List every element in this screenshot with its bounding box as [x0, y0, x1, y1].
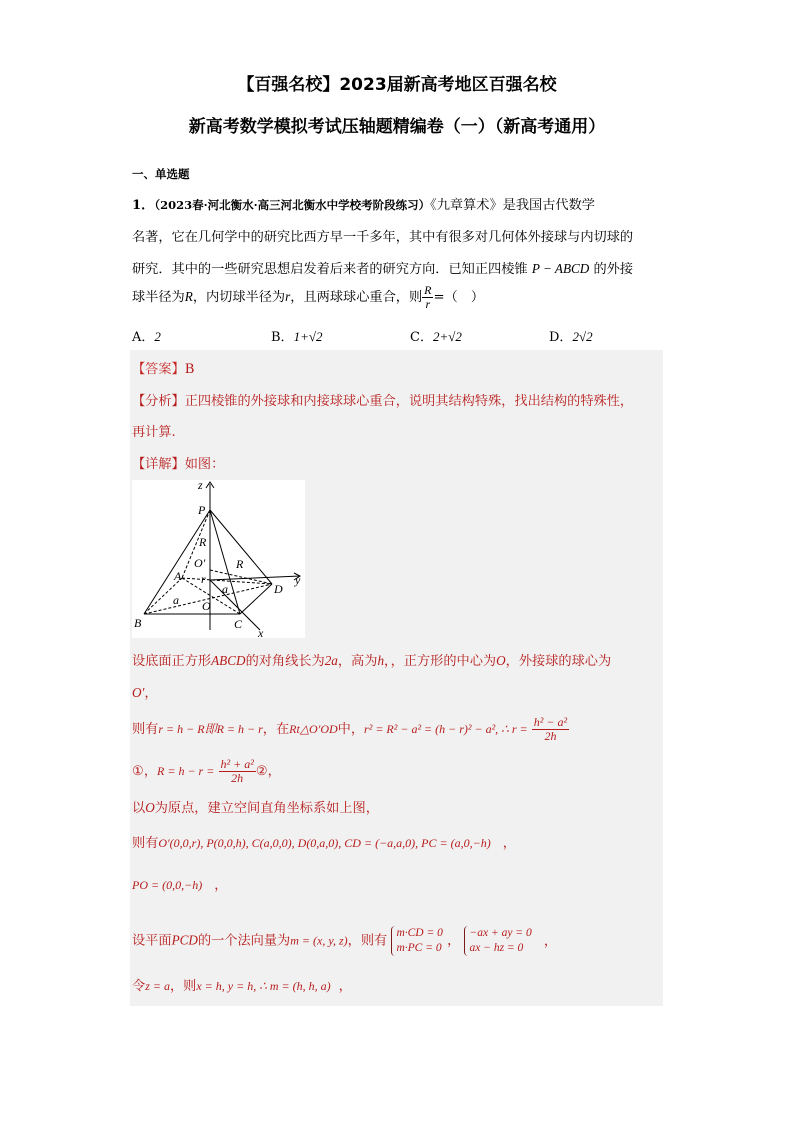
answer-tag: 【答案】 — [132, 362, 185, 377]
label-R1: R — [199, 535, 207, 549]
solution-para-2: 则有r = h − R即R = h − r，在Rt△O′OD中，r² = R² − a² = (h − r)² − a², ∴ r = $\frac{\text{h² − a²}}{2h}$ — [132, 715, 568, 743]
equation-system-1: m·CD = 0 m·PC = 0 — [391, 926, 442, 956]
pyramid-figure — [132, 480, 305, 638]
label-O-prime: O′ — [194, 556, 206, 570]
radius-line — [210, 570, 272, 584]
solution-para-1b: O′， — [132, 685, 158, 701]
solution-para-5: 则有O′(0,0,r), P(0,0,h), C(a,0,0), D(0,a,0), CD = (−a,a,0), PC = (a,0,−h) ， — [132, 836, 516, 851]
question-text: ，且两球球心重合，则 — [290, 290, 423, 305]
label-r: r — [201, 572, 206, 586]
solution-panel — [130, 350, 663, 1006]
solution-para-6: PO = (0,0,−h) ， — [132, 878, 228, 893]
fraction-R: $\frac{\text{h² + a²}}{2h}$ — [220, 757, 254, 785]
question-text: 《九章算术》是我国古代数学 — [430, 198, 595, 213]
label-P: P — [198, 503, 206, 517]
question-text: 的外接 — [593, 262, 634, 277]
equation-system-2: −ax + ay = 0 ax − hz = 0 — [464, 926, 531, 956]
option-a[interactable]: A．2 — [132, 329, 161, 345]
detail-text: 如图： — [184, 457, 225, 472]
solution-para-1: 设底面正方形ABCD的对角线长为2a，高为h，，正方形的中心为O，外接球的球心为 — [132, 653, 612, 669]
question-source: （2023春·河北衡水·高三河北衡水中学校考阶段练习） — [154, 198, 431, 212]
label-a2: a — [222, 582, 228, 596]
label-A: A — [174, 569, 182, 583]
y-axis — [210, 576, 300, 580]
label-y: y — [295, 573, 301, 587]
label-O: O — [202, 599, 211, 613]
question-text: 研究．其中的一些研究思想启发着后来者的研究方向．已知正四棱锥 — [132, 262, 528, 277]
question-line-1 — [132, 194, 595, 213]
answer-line — [132, 358, 194, 377]
analysis-tag: 【分析】 — [132, 394, 185, 409]
solution-para-3: ①，R = h − r = $\frac{\text{h² + a²}}{2h}$ ②， — [132, 757, 281, 785]
pyramid-name: P − ABCD — [531, 261, 590, 276]
symbol-r: r — [285, 289, 291, 304]
section-heading: 一、单选题 — [132, 167, 190, 181]
edge-CD — [240, 584, 272, 614]
analysis-line-2: 再计算. — [132, 425, 176, 440]
question-line-4 — [132, 284, 484, 311]
detail-tag: 【详解】 — [132, 457, 185, 472]
label-z: z — [198, 480, 203, 492]
question-line-3 — [132, 258, 633, 277]
fraction-r: $\frac{\text{h² − a²}}{2h}$ — [533, 715, 568, 743]
document-title-line1: 【百强名校】2023届新高考地区百强名校 — [237, 75, 557, 95]
solution-para-4: 以O为原点，建立空间直角坐标系如上图， — [132, 800, 379, 816]
question-number: 1． — [132, 198, 155, 213]
label-R2: R — [236, 557, 244, 571]
question-text: 球半径为 — [132, 290, 185, 305]
analysis-line-1 — [132, 390, 633, 409]
document-title-line2: 新高考数学模拟考试压轴题精编卷（一）（新高考通用） — [188, 117, 606, 137]
question-text: =（ ） — [433, 290, 485, 305]
option-d[interactable]: D．2√2 — [549, 329, 593, 345]
analysis-text: 正四棱锥的外接球和内接球球心重合，说明其结构特殊，找出结构的特殊性， — [184, 394, 634, 409]
option-c[interactable]: C．2+√2 — [410, 329, 462, 345]
symbol-R: R — [184, 289, 193, 304]
label-x: x — [258, 626, 264, 638]
edge-PD — [210, 510, 272, 584]
label-a1: a — [173, 593, 179, 607]
question-line-2: 名著，它在几何学中的研究比西方早一千多年，其中有很多对几何体外接球与内切球的 — [132, 230, 634, 245]
answer-value: B — [184, 362, 195, 377]
option-b[interactable]: B．1+√2 — [271, 329, 323, 345]
label-C: C — [234, 617, 243, 631]
fraction-R-over-r: $\frac{R}{r}$ — [424, 283, 432, 311]
detail-line — [132, 453, 224, 472]
label-D: D — [274, 582, 283, 596]
pyramid-diagram — [132, 480, 305, 638]
question-text: ，内切球半径为 — [192, 290, 286, 305]
label-B: B — [134, 616, 142, 630]
solution-para-8: 令z = a，则x = h, y = h, ∴ m = (h, h, a) ， — [132, 979, 352, 994]
solution-para-7: 设平面PCD的一个法向量为m = (x, y, z)，则有 m·CD = 0 m·PC = 0 ， −ax + ay = 0 ax − hz = 0 ， — [132, 927, 558, 954]
